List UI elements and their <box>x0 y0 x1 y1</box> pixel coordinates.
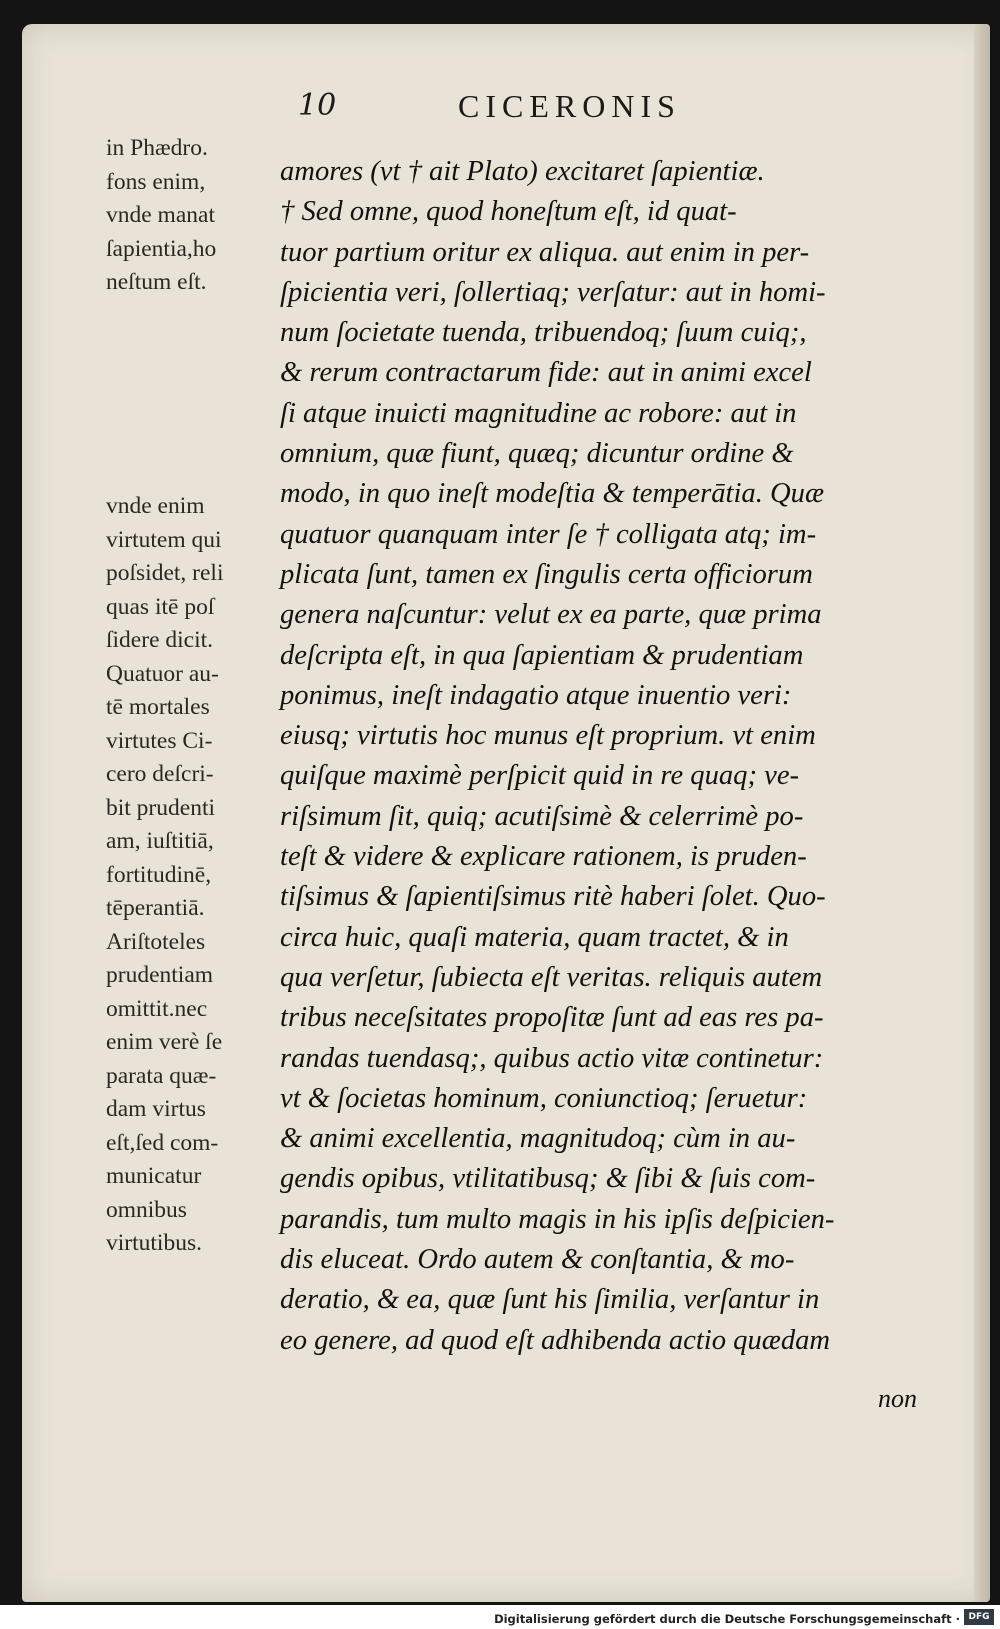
text-line: ſpicientia veri, ſollertiaq; verſatur: aut in homi- <box>280 276 826 308</box>
marginal-line: virtutem qui <box>106 526 222 553</box>
text-line: tribus neceſsitates propoſitæ ſunt ad eas res pa- <box>280 1002 824 1034</box>
marginal-line: tēperantiā. <box>106 895 205 921</box>
marginal-line: Ariſtoteles <box>106 928 206 955</box>
marginal-line: virtutibus. <box>106 1230 202 1256</box>
text-line: num ſocietate tuenda, tribuendoq; ſuum cuiq;, <box>280 317 807 349</box>
text-line: qua verſetur, ſubiecta eſt veritas. reliquis autem <box>280 961 823 993</box>
text-line: † Sed omne, quod honeſtum eſt, id quat- <box>280 196 737 228</box>
marginal-note-bottom <box>106 490 274 1261</box>
marginal-line: am, iuſtitiā, <box>106 828 214 854</box>
text-line: circa huic, quaſi materia, quam tractet, & in <box>280 921 789 953</box>
page-header <box>278 88 918 134</box>
footer-credit: Digitalisierung gefördert durch die Deutsche Forschungsgemeinschaft · <box>494 1612 960 1626</box>
digitization-footer <box>0 1605 1000 1629</box>
marginal-line: poſsidet, reli <box>106 560 224 586</box>
marginal-line: ſidere dicit. <box>106 627 214 653</box>
text-line: gendis opibus, vtilitatibusq; & ſibi & ſuis com- <box>280 1163 816 1195</box>
text-line: randas tuendasq;, quibus actio vitæ continetur: <box>280 1042 824 1074</box>
text-line: quiſque maximè perſpicit quid in re quaq; ve- <box>280 760 800 792</box>
page-edge <box>974 24 990 1602</box>
text-line: teſt & videre & explicare rationem, is pruden- <box>280 841 807 873</box>
text-line: quatuor quanquam inter ſe † colligata atq; im- <box>280 518 817 550</box>
text-line: ponimus, ineſt indagatio atque inuentio veri: <box>280 679 792 711</box>
marginal-line: ſapientia,ho <box>106 235 217 262</box>
marginal-line: neſtum eſt. <box>106 269 207 295</box>
marginal-line: enim verè ſe <box>106 1029 223 1055</box>
text-line: dis eluceat. Ordo autem & conſtantia, & mo- <box>280 1244 795 1276</box>
book-page <box>22 24 990 1602</box>
running-title: CICERONIS <box>458 88 681 124</box>
text-line: eiusq; virtutis hoc munus eſt proprium. vt enim <box>280 720 816 752</box>
text-line: amores (vt † ait Plato) excitaret ſapientiæ. <box>280 156 765 187</box>
text-line: vt & ſocietas hominum, coniunctioq; ſeruetur: <box>280 1082 808 1114</box>
marginal-line: omittit.nec <box>106 995 208 1022</box>
text-line: tiſsimus & ſapientiſsimus ritè haberi ſolet. Quo- <box>280 881 826 913</box>
text-line: omnium, quæ fiunt, quæq; dicuntur ordine & <box>280 438 794 470</box>
text-line: deratio, & ea, quæ ſunt his ſimilia, verſantur in <box>280 1284 820 1316</box>
text-line: parandis, tum multo magis in his ipſis deſpicien- <box>280 1203 835 1235</box>
text-line: tuor partium oritur ex aliqua. aut enim in per- <box>280 236 810 268</box>
text-line: & animi excellentia, magnitudoq; cùm in au- <box>280 1123 796 1155</box>
text-line: modo, in quo ineſt modeſtia & temperātia. Quæ <box>280 478 825 510</box>
body-text <box>280 152 928 1361</box>
marginal-line: bit prudenti <box>106 794 215 821</box>
marginal-line: eſt,ſed com- <box>106 1129 219 1156</box>
marginal-line: in Phædro. <box>106 135 208 161</box>
marginal-line: fortitudinē, <box>106 861 212 888</box>
text-line: eo genere, ad quod eſt adhibenda actio quædam <box>280 1324 831 1356</box>
dfg-logo-icon: DFG <box>964 1609 994 1625</box>
marginal-line: fons enim, <box>106 168 206 195</box>
marginal-line: tē mortales <box>106 694 210 720</box>
marginal-line: parata quæ- <box>106 1062 217 1089</box>
text-line: deſcripta eſt, in qua ſapientiam & prudentiam <box>280 639 804 671</box>
text-line: ſi atque inuicti magnitudine ac robore: aut in <box>280 397 797 429</box>
text-line: & rerum contractarum fide: aut in animi excel <box>280 357 812 389</box>
text-line: genera naſcuntur: velut ex ea parte, quæ prima <box>280 599 822 631</box>
marginal-line: quas itē poſ <box>106 593 215 620</box>
marginal-line: Quatuor au- <box>106 660 219 687</box>
text-line: riſsimum ſit, quiq; acutiſsimè & celerrimè po- <box>280 800 804 832</box>
marginal-note-top <box>106 132 274 300</box>
marginal-line: vnde enim <box>106 493 205 519</box>
marginal-line: municatur <box>106 1163 202 1189</box>
marginal-line: dam virtus <box>106 1096 206 1122</box>
marginal-line: vnde manat <box>106 202 215 228</box>
marginal-line: virtutes Ci- <box>106 727 213 754</box>
page-number: 10 <box>298 88 337 123</box>
marginal-line: cero deſcri- <box>106 761 214 787</box>
catchword: non <box>878 1384 917 1413</box>
marginal-line: prudentiam <box>106 962 214 988</box>
marginal-line: omnibus <box>106 1196 187 1223</box>
text-line: plicata ſunt, tamen ex ſingulis certa officiorum <box>280 558 813 590</box>
